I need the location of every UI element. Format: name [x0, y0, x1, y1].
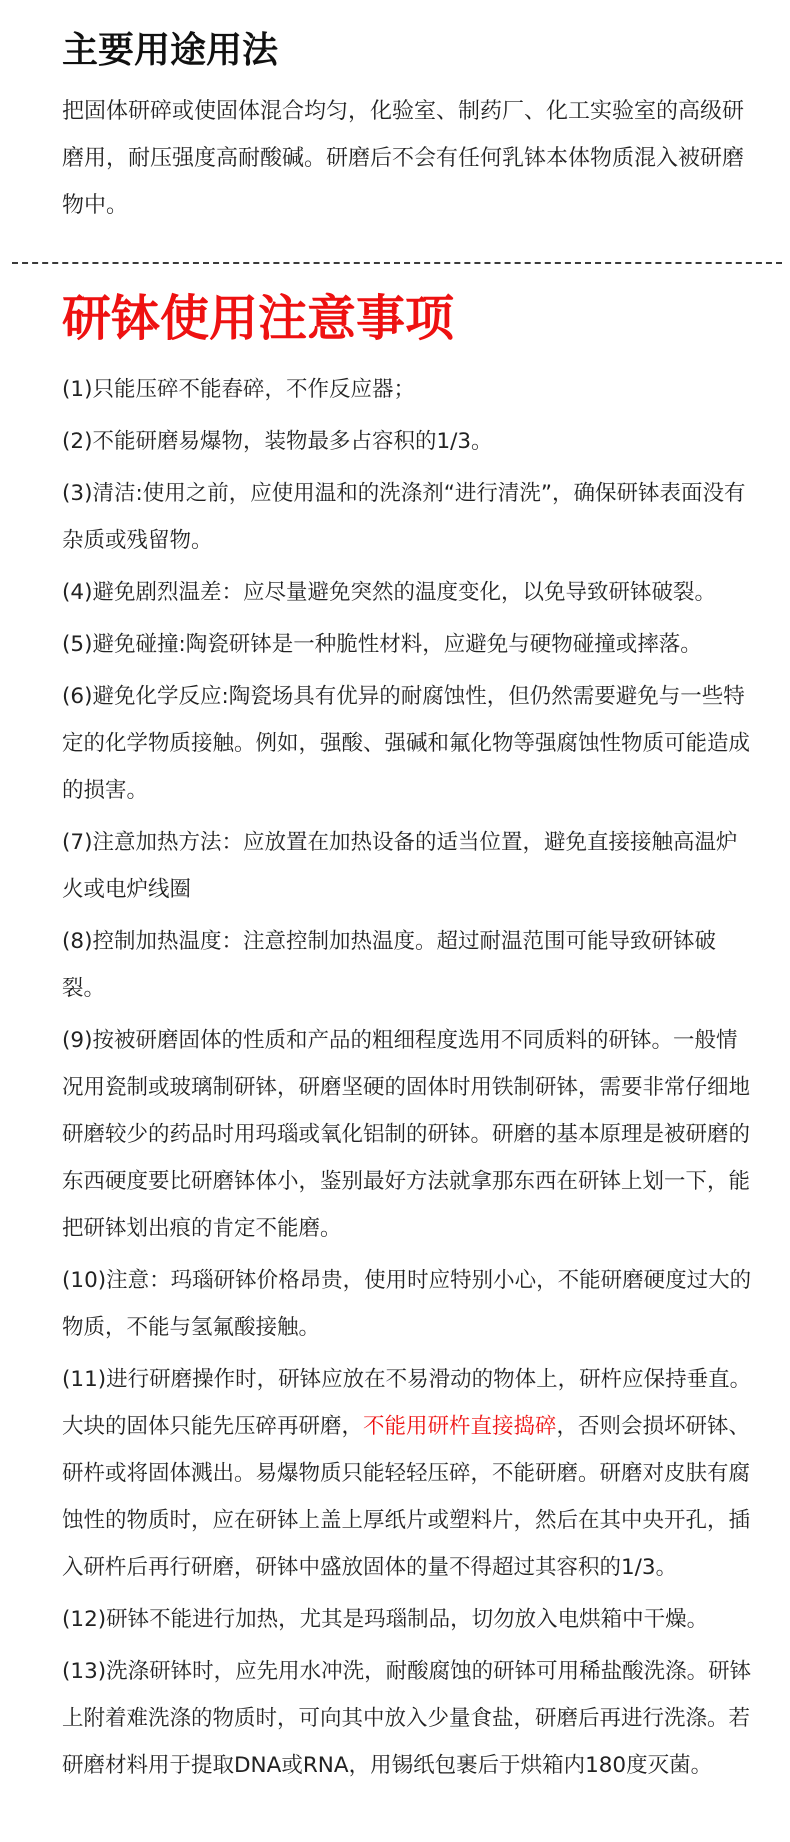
notice-item-11-text-b: ，否则会损坏研钵、研杵或将固体溅出。易爆物质只能轻轻压碎，不能研磨。研磨对皮肤有腐蚀性的物质时，应在研钵上盖上厚纸片或塑料片，然后在其中央开孔，插入研杵后再行研磨，研钵中盛放固体的量不得超过其容积的1/3。	[62, 1414, 751, 1580]
notice-item-11-text-a: (11)进行研磨操作时，研钵应放在不易滑动的物体上，研杵应保持垂直。大块的固体只能先压碎再研磨，	[62, 1367, 752, 1439]
notice-item-6: (6)避免化学反应:陶瓷场具有优异的耐腐蚀性，但仍然需要避免与一些特定的化学物质接触。例如，强酸、强碱和氟化物等强腐蚀性物质可能造成的损害。	[62, 684, 751, 803]
section-divider	[12, 262, 782, 264]
notice-item-8: (8)控制加热温度：注意控制加热温度。超过耐温范围可能导致研钵破裂。	[62, 929, 716, 1001]
notice-item-11	[62, 1356, 752, 1591]
notice-item-1: (1)只能压碎不能舂碎，不作反应器；	[62, 377, 415, 402]
notice-heading: 研钵使用注意事项	[62, 290, 455, 347]
notice-item-2: (2)不能研磨易爆物，装物最多占容积的1/3。	[62, 429, 493, 454]
notice-item-10: (10)注意：玛瑙研钵价格昂贵，使用时应特别小心，不能研磨硬度过大的物质，不能与氢氟酸接触。	[62, 1268, 752, 1340]
usage-paragraph: 把固体研碎或使固体混合均匀，化验室、制药厂、化工实验室的高级研磨用，耐压强度高耐酸碱。研磨后不会有任何乳钵本体物质混入被研磨物中。	[62, 99, 745, 218]
notice-item-7: (7)注意加热方法：应放置在加热设备的适当位置，避免直接接触高温炉火或电炉线圈	[62, 830, 738, 902]
usage-heading: 主要用途用法	[62, 30, 279, 71]
notice-item-12: (12)研钵不能进行加热，尤其是玛瑙制品，切勿放入电烘箱中干燥。	[62, 1607, 709, 1632]
notice-list	[62, 366, 752, 1794]
notice-item-5: (5)避免碰撞:陶瓷研钵是一种脆性材料，应避免与硬物碰撞或摔落。	[62, 632, 702, 657]
notice-item-11-warning: 不能用研杵直接捣碎	[363, 1414, 557, 1439]
notice-item-9: (9)按被研磨固体的性质和产品的粗细程度选用不同质料的研钵。一般情况用瓷制或玻璃制研钵，研磨坚硬的固体时用铁制研钵，需要非常仔细地研磨较少的药品时用玛瑙或氧化铝制的研钵。研磨的基本原理是被研磨的东西硬度要比研磨钵体小，鉴别最好方法就拿那东西在研钵上划一下，能把研钵划出痕的肯定不能磨。	[62, 1028, 751, 1241]
notice-item-3: (3)清洁:使用之前，应使用温和的洗涤剂“进行清洗”，确保研钵表面没有杂质或残留物。	[62, 481, 746, 553]
notice-item-13: (13)洗涤研钵时，应先用水冲洗，耐酸腐蚀的研钵可用稀盐酸洗涤。研钵上附着难洗涤的物质时，可向其中放入少量食盐，研磨后再进行洗涤。若研磨材料用于提取DNA或RNA，用锡纸包裹后于烘箱内180度灭菌。	[62, 1659, 752, 1778]
notice-item-4: (4)避免剧烈温差：应尽量避免突然的温度变化，以免导致研钵破裂。	[62, 580, 716, 605]
